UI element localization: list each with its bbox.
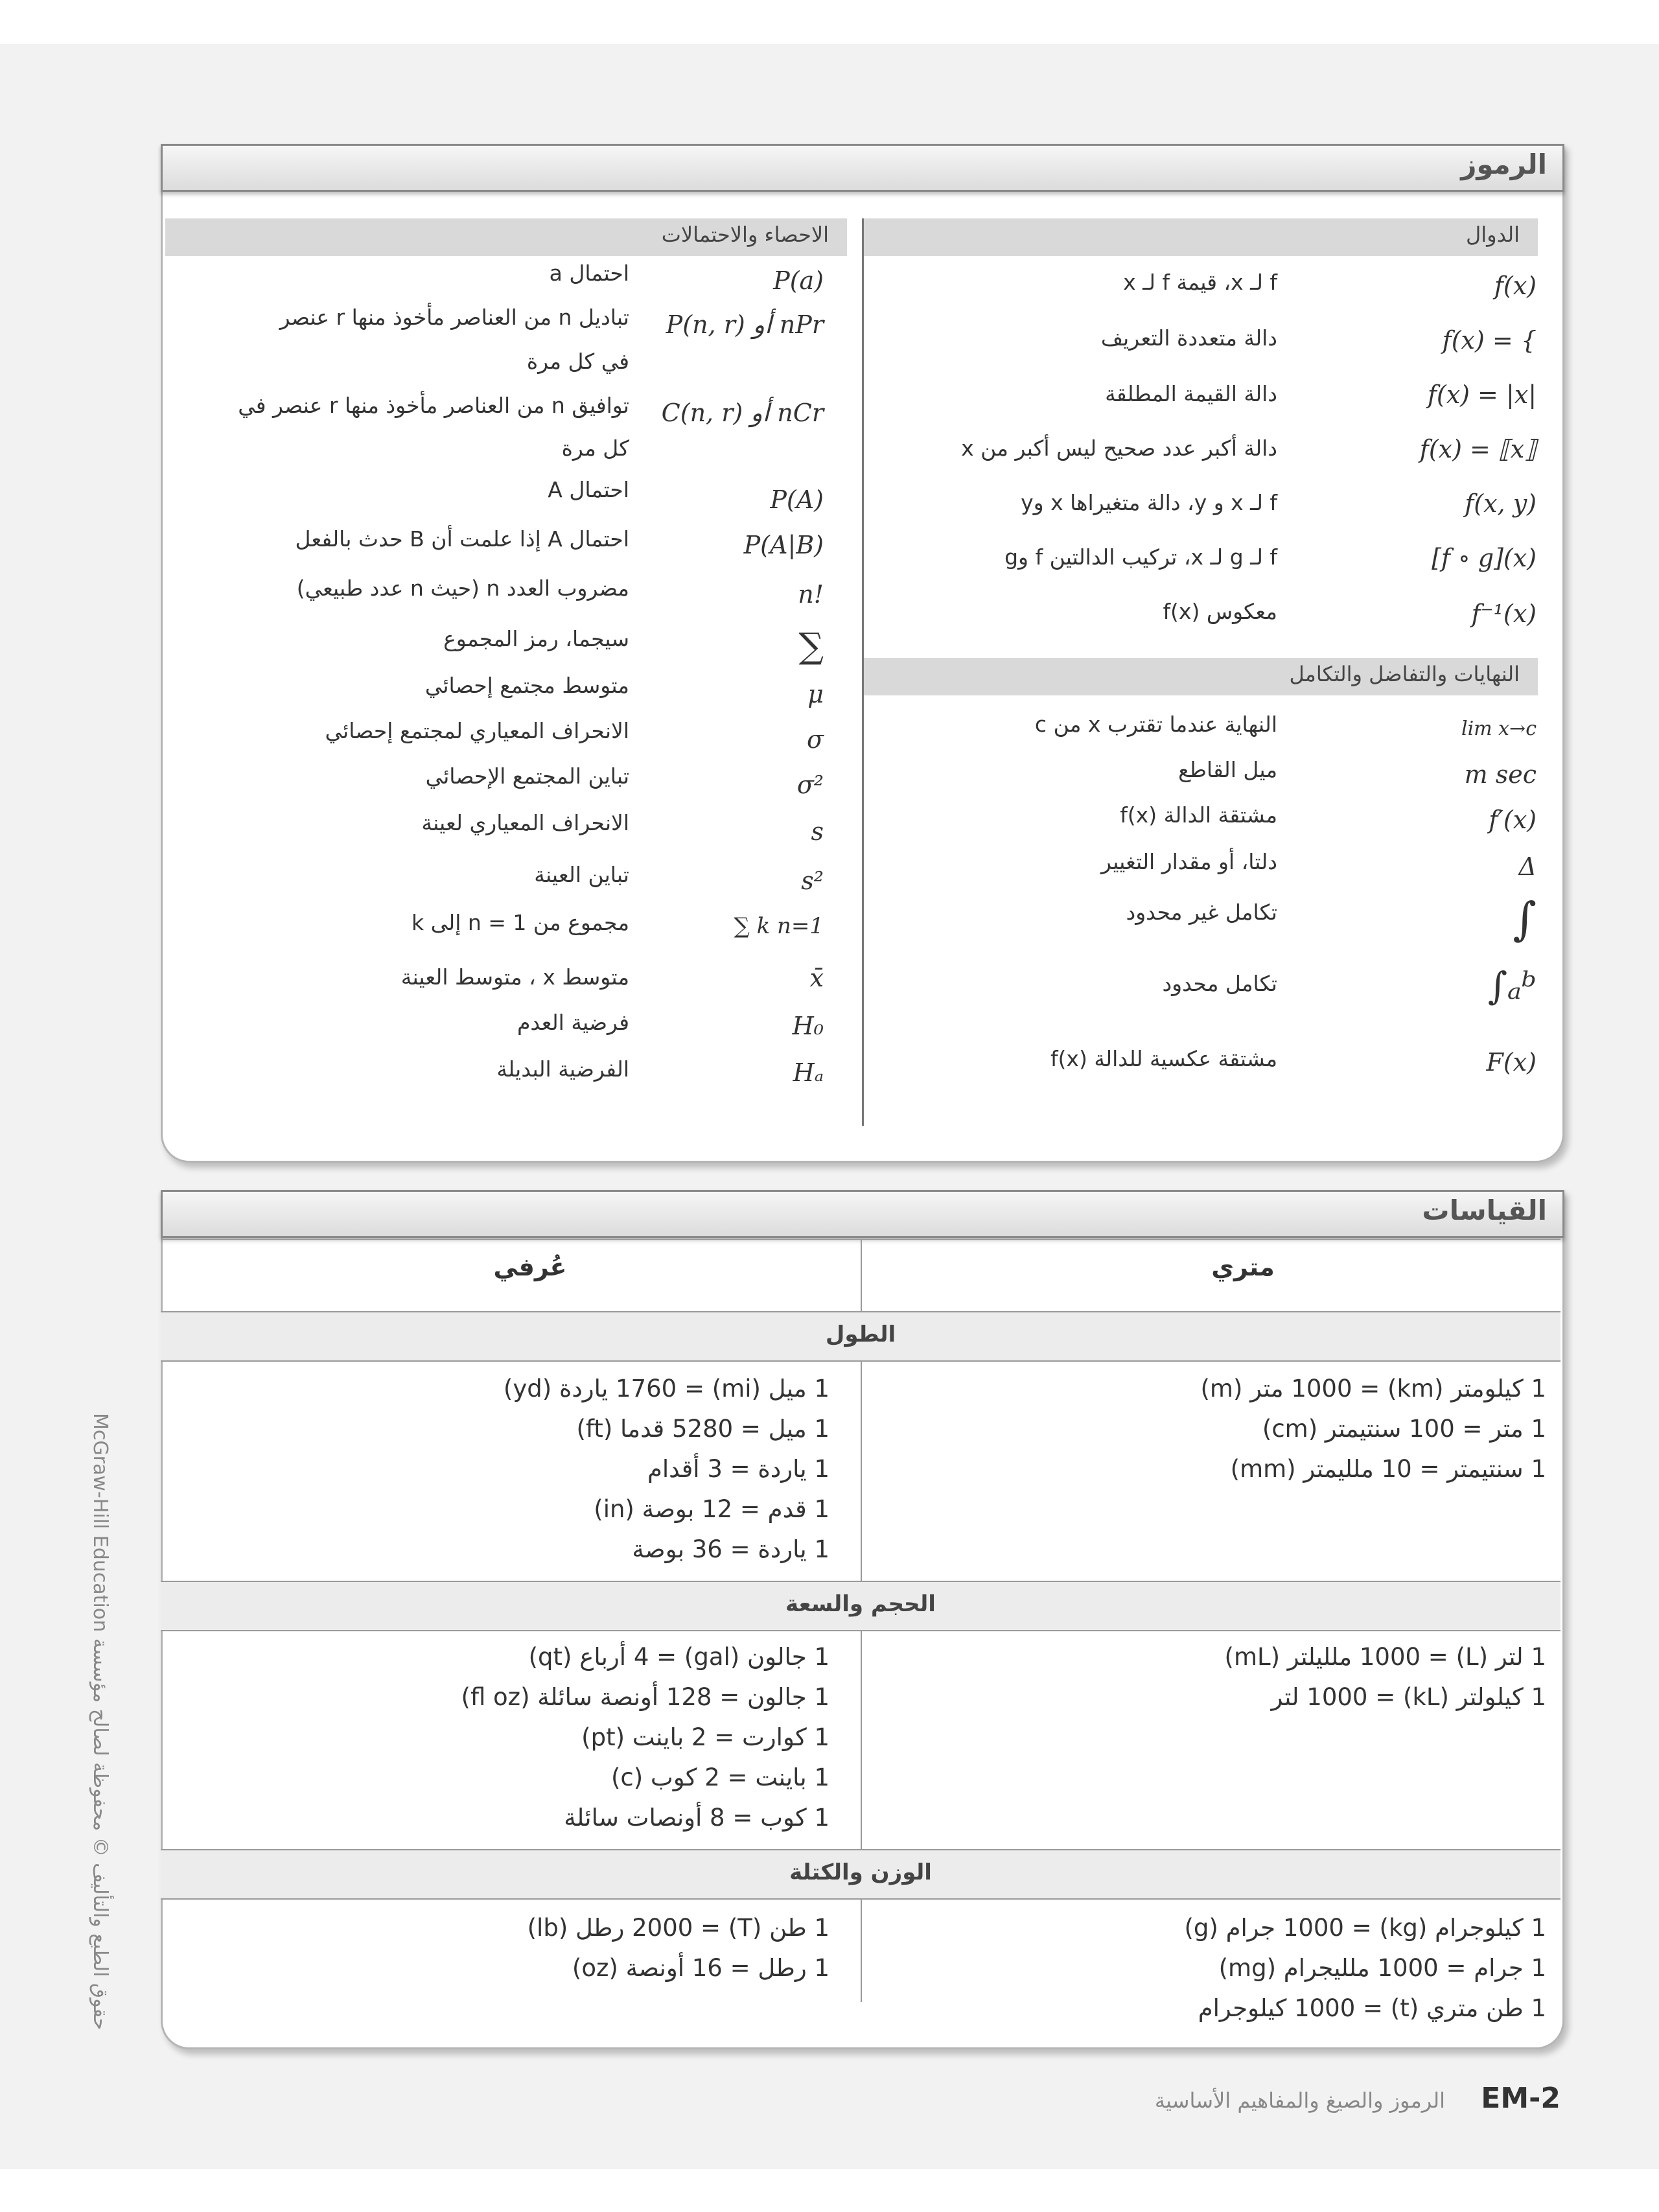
function-desc: f لـ g لـ x، تركيب الدالتين f وg xyxy=(1004,544,1277,570)
volume-metric-line: 1 كيلولتر (kL) = 1000 لتر xyxy=(1271,1683,1546,1711)
stats-header: الاحصاء والاحتمالات xyxy=(165,218,847,256)
page-code: EM-2 xyxy=(1481,2082,1560,2115)
volume-customary-line: 1 كوب = 8 أونصات سائلة xyxy=(564,1804,830,1832)
calculus-symbol: Δ xyxy=(1518,852,1537,881)
measurements-panel-header xyxy=(161,1190,1564,1238)
measurements-title: القياسات xyxy=(1422,1194,1547,1226)
length-metric-line: 1 سنتيمتر = 10 ملليمتر (mm) xyxy=(1230,1455,1546,1483)
weight-customary-line: 1 طن (T) = 2000 رطل (lb) xyxy=(527,1914,830,1942)
stats-desc: الفرضية البديلة xyxy=(496,1056,629,1082)
length-customary-line: 1 ياردة = 36 بوصة xyxy=(632,1535,830,1563)
stats-symbol: P(n, r) أو nPr xyxy=(666,310,824,339)
section-volume: الحجم والسعة xyxy=(161,1581,1560,1631)
stats-symbol: n! xyxy=(798,580,824,609)
section-divider xyxy=(861,1630,862,1849)
customary-header: عُرفي xyxy=(493,1253,567,1281)
volume-customary-line: 1 جالون (gal) = 4 أرباع (qt) xyxy=(528,1643,830,1671)
calculus-desc: مشتقة عكسية للدالة f(x) xyxy=(1050,1046,1277,1071)
function-symbol: f(x) = |x| xyxy=(1427,380,1537,409)
stats-desc-cont: في كل مرة xyxy=(526,349,629,374)
stats-symbol: Hₐ xyxy=(793,1058,824,1087)
function-symbol: f(x, y) xyxy=(1465,489,1537,518)
copyright-sidebar: حقوق الطبع والتأليف © محفوظة لصالح مؤسسة McGraw-Hill Education xyxy=(89,1413,111,2031)
section-weight: الوزن والكتلة xyxy=(161,1849,1560,1900)
calculus-desc: مشتقة الدالة f(x) xyxy=(1120,802,1277,828)
calculus-symbol: ∫ xyxy=(1513,892,1537,946)
stats-desc: تباين المجتمع الإحصائي xyxy=(425,763,629,789)
stats-symbol: s² xyxy=(801,867,824,895)
stats-desc: فرضية العدم xyxy=(516,1010,629,1035)
stats-desc: الانحراف المعياري لمجتمع إحصائي xyxy=(325,718,629,743)
length-customary-line: 1 ميل (mi) = 1760 ياردة (yd) xyxy=(503,1375,830,1403)
function-symbol: f⁻¹(x) xyxy=(1471,600,1537,628)
stats-symbol: x̄ xyxy=(809,964,824,992)
calculus-desc: تكامل محدود xyxy=(1162,971,1277,996)
length-customary-line: 1 قدم = 12 بوصة (in) xyxy=(594,1495,830,1523)
stats-desc: متوسط x ، متوسط العينة xyxy=(400,964,629,990)
length-customary-line: 1 ميل = 5280 قدما (ft) xyxy=(576,1415,830,1443)
section-divider xyxy=(861,1898,862,2002)
symbols-panel xyxy=(161,144,1564,1163)
stats-symbol: P(A) xyxy=(770,485,824,514)
stats-symbol: s xyxy=(811,817,824,846)
section-divider xyxy=(861,1360,862,1581)
stats-symbol: P(a) xyxy=(773,266,824,295)
stats-symbol: P(A|B) xyxy=(743,531,824,559)
calculus-symbol: F(x) xyxy=(1486,1048,1537,1077)
function-desc: f لـ x و y، دالة متغيراها x وy xyxy=(1021,490,1277,515)
stats-desc: سيجما، رمز المجموع xyxy=(443,626,629,651)
calculus-desc: دلتا، أو مقدار التغيير xyxy=(1100,849,1277,874)
calculus-header: النهايات والتفاضل والتكامل xyxy=(864,658,1538,695)
symbols-title: الرموز xyxy=(1461,148,1547,180)
stats-symbol: σ² xyxy=(796,771,824,799)
calculus-desc: تكامل غير محدود xyxy=(1126,900,1277,925)
length-metric-line: 1 كيلومتر (km) = 1000 متر (m) xyxy=(1200,1375,1546,1403)
calculus-symbol: lim x→c xyxy=(1461,717,1537,740)
calculus-desc: النهاية عندما تقترب x من c xyxy=(1034,712,1277,737)
volume-customary-line: 1 باينت = 2 كوب (c) xyxy=(610,1764,830,1791)
weight-metric-line: 1 جرام = 1000 ملليجرام (mg) xyxy=(1218,1954,1546,1982)
functions-header: الدوال xyxy=(864,218,1538,256)
function-symbol: f(x) = ⟦x⟧ xyxy=(1419,435,1537,463)
calculus-symbol: m sec xyxy=(1464,760,1537,789)
stats-desc-cont: كل مرة xyxy=(561,436,629,461)
calculus-symbol: ∫ₐᵇ xyxy=(1487,964,1537,1008)
stats-desc: توافيق n من العناصر مأخوذ منها r عنصر في xyxy=(238,393,629,418)
volume-metric-line: 1 لتر (L) = 1000 ملليلتر (mL) xyxy=(1224,1643,1546,1671)
stats-symbol: μ xyxy=(807,680,824,708)
stats-desc: احتمال a xyxy=(549,261,629,286)
volume-customary-line: 1 كوارت = 2 باينت (pt) xyxy=(581,1723,830,1751)
function-desc: f لـ x، قيمة f لـ x xyxy=(1123,270,1277,295)
function-desc: دالة القيمة المطلقة xyxy=(1105,381,1277,406)
measurements-table xyxy=(161,1239,1560,2022)
section-length: الطول xyxy=(161,1311,1560,1362)
footer-title: الرموز والصيغ والمفاهيم الأساسية xyxy=(1154,2088,1445,2113)
stats-symbol: H₀ xyxy=(792,1012,824,1040)
stats-symbol: σ xyxy=(807,725,824,754)
measurements-panel xyxy=(161,1190,1564,2049)
stats-desc: احتمال A xyxy=(548,477,629,502)
stats-symbol: ∑ k n=1 xyxy=(734,913,824,939)
stats-symbol: C(n, r) أو nCr xyxy=(661,399,824,427)
metric-header: متري xyxy=(1211,1253,1275,1281)
stats-desc: تباديل n من العناصر مأخوذ منها r عنصر xyxy=(279,305,629,330)
stats-symbol: ∑ xyxy=(798,625,824,666)
stats-desc: مجموع من n = 1 إلى k xyxy=(412,910,629,935)
function-symbol: f(x) xyxy=(1494,272,1537,300)
symbols-panel-header xyxy=(161,144,1564,192)
function-desc: دالة متعددة التعريف xyxy=(1100,325,1277,351)
weight-metric-line: 1 كيلوجرام (kg) = 1000 جرام (g) xyxy=(1184,1914,1546,1942)
length-customary-line: 1 ياردة = 3 أقدام xyxy=(647,1455,830,1483)
stats-desc: الانحراف المعياري لعينة xyxy=(421,810,629,835)
stats-desc: تباين العينة xyxy=(534,862,629,887)
header-divider xyxy=(861,1240,862,1311)
length-metric-line: 1 متر = 100 سنتيمتر (cm) xyxy=(1262,1415,1546,1443)
weight-metric-line: 1 طن متري (t) = 1000 كيلوجرام xyxy=(1198,1994,1546,2022)
stats-desc: متوسط مجتمع إحصائي xyxy=(424,673,629,698)
volume-customary-line: 1 جالون = 128 أونصة سائلة (fl oz) xyxy=(461,1683,830,1711)
function-symbol: f(x) = { xyxy=(1442,326,1537,355)
stats-desc: مضروب العدد n (حيث n عدد طبيعي) xyxy=(296,576,629,601)
function-desc: دالة أكبر عدد صحيح ليس أكبر من x xyxy=(961,436,1277,461)
function-desc: معكوس f(x) xyxy=(1163,599,1277,624)
calculus-symbol: f′(x) xyxy=(1489,806,1537,834)
stats-desc: احتمال A إذا علمت أن B حدث بالفعل xyxy=(295,526,629,552)
function-symbol: [f ∘ g](x) xyxy=(1432,544,1537,572)
calculus-desc: ميل القاطع xyxy=(1178,757,1277,782)
weight-customary-line: 1 رطل = 16 أونصة (oz) xyxy=(572,1954,830,1982)
